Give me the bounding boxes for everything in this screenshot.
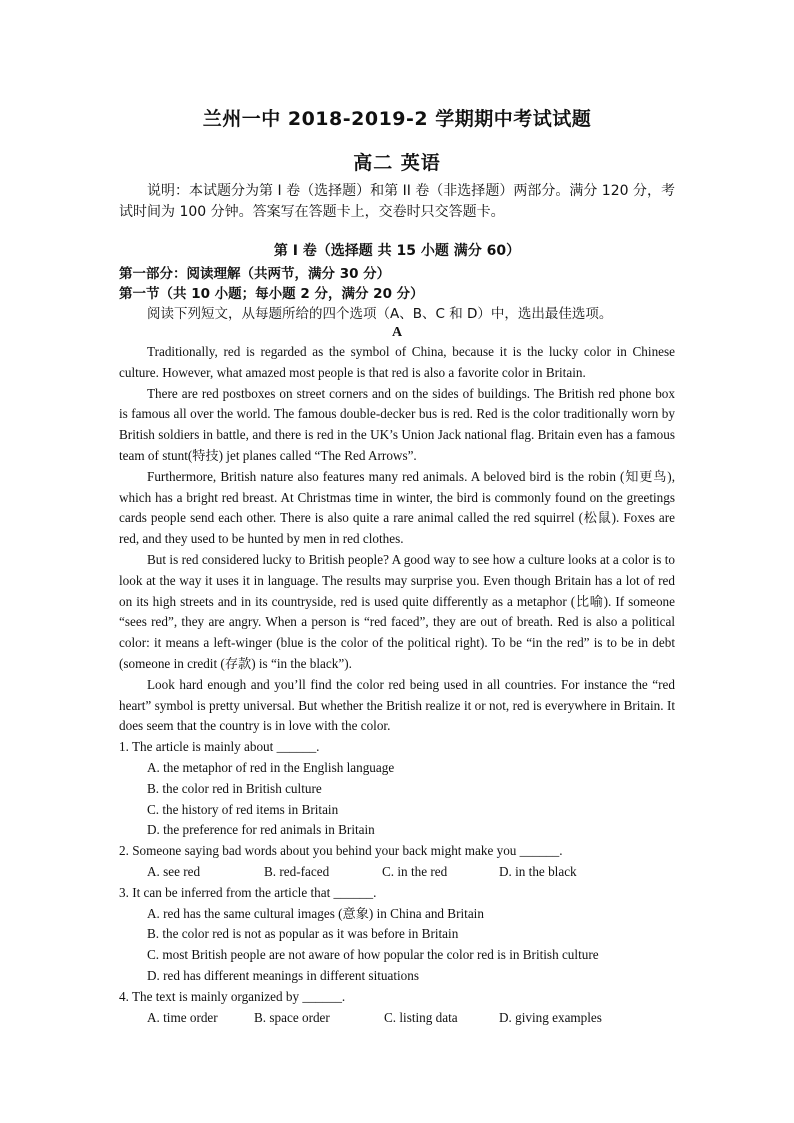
answer-option: A. see red [147, 863, 201, 879]
reading-instruction: 阅读下列短文，从每题所给的四个选项（A、B、C 和 D）中，选出最佳选项。 [147, 306, 613, 322]
answer-options-row [119, 1008, 675, 1029]
answer-option: C. most British people are not aware of how popular the color red is in British culture [147, 947, 599, 963]
question-stem: 1. The article is mainly about ______. [119, 739, 320, 755]
answer-option: B. the color red in British culture [147, 780, 322, 796]
answer-option: D. giving examples [499, 1009, 602, 1025]
answer-option: C. in the red [382, 863, 448, 879]
answer-option: A. time order [147, 1009, 218, 1025]
passage-paragraph: Traditionally, red is regarded as the symbol of China, because it is the lucky color in Chinese culture. However, what amazed most people is that red is also a favorite color in Britain. [119, 344, 675, 380]
question-stem: 3. It can be inferred from the article that ______. [119, 884, 377, 900]
question-stem: 2. Someone saying bad words about you behind your back might make you ______. [119, 843, 563, 859]
passage-label: A [391, 325, 403, 340]
answer-option: D. in the black [499, 863, 577, 879]
answer-option: B. red-faced [264, 863, 330, 879]
section-heading: 第 I 卷（选择题 共 15 小题 满分 60） [273, 243, 521, 259]
exam-title: 兰州一中 2018-2019-2 学期期中考试试题 [202, 108, 592, 130]
answer-option: C. listing data [384, 1009, 458, 1025]
exam-subtitle: 高二 英语 [353, 152, 441, 174]
subsection-heading: 第一节（共 10 小题；每小题 2 分，满分 20 分） [119, 286, 424, 302]
answer-option: B. space order [254, 1009, 330, 1025]
answer-option: B. the color red is not as popular as it was before in Britain [147, 926, 459, 942]
part-heading: 第一部分：阅读理解（共两节，满分 30 分） [119, 266, 391, 282]
question-stem: 4. The text is mainly organized by ______. [119, 988, 346, 1004]
answer-options-row [119, 862, 675, 883]
answer-option: D. the preference for red animals in Britain [147, 822, 375, 838]
exam-instructions: 说明：本试题分为第 I 卷（选择题）和第 II 卷（非选择题）两部分。满分 120 分，考试时间为 100 分钟。答案写在答题卡上，交卷时只交答题卡。 [119, 183, 675, 220]
answer-option: A. the metaphor of red in the English language [147, 759, 395, 775]
answer-option: C. the history of red items in Britain [147, 801, 339, 817]
passage-body [119, 342, 675, 1028]
passage-paragraph: But is red considered lucky to British people? A good way to see how a culture looks at a color is to look at the way it uses it in language. The results may surprise you. Even though Britain has a lot of red on its high streets and in its countryside, red is used quite differently as a metaphor (比喻). If someone “sees red”, they are angry. When a person is “red faced”, they are out of breath. Red is also a political color: it means a left-winger (blue is the color of the political right). To be “in the red” is to be in debt (someone in credit (存款) is “in the black”). [119, 551, 675, 671]
passage-paragraph: There are red postboxes on street corners and on the sides of buildings. The British red phone box is famous all over the world. The famous double-decker bus is red. Red is the color traditionally worn by British soldiers in battle, and there is red in the UK’s Union Jack national flag. Britain even has a famous team of stunt(特技) jet planes called “The Red Arrows”. [119, 385, 675, 463]
answer-option: A. red has the same cultural images (意象) in China and Britain [147, 905, 484, 921]
answer-option: D. red has different meanings in different situations [147, 967, 419, 983]
passage-paragraph: Look hard enough and you’ll find the color red being used in all countries. For instance the “red heart” symbol is pretty universal. But whether the British realize it or not, red is everywhere in Britain. It does seem that the country is in love with the color. [119, 676, 675, 734]
passage-paragraph: Furthermore, British nature also features many red animals. A beloved bird is the robin (知更鸟), which has a bright red breast. At Christmas time in winter, the bird is commonly found on the greetings cards people send each other. There is also quite a rare animal called the red squirrel (松鼠). Foxes are red, and they used to be hunted by men in red clothes. [119, 468, 675, 547]
